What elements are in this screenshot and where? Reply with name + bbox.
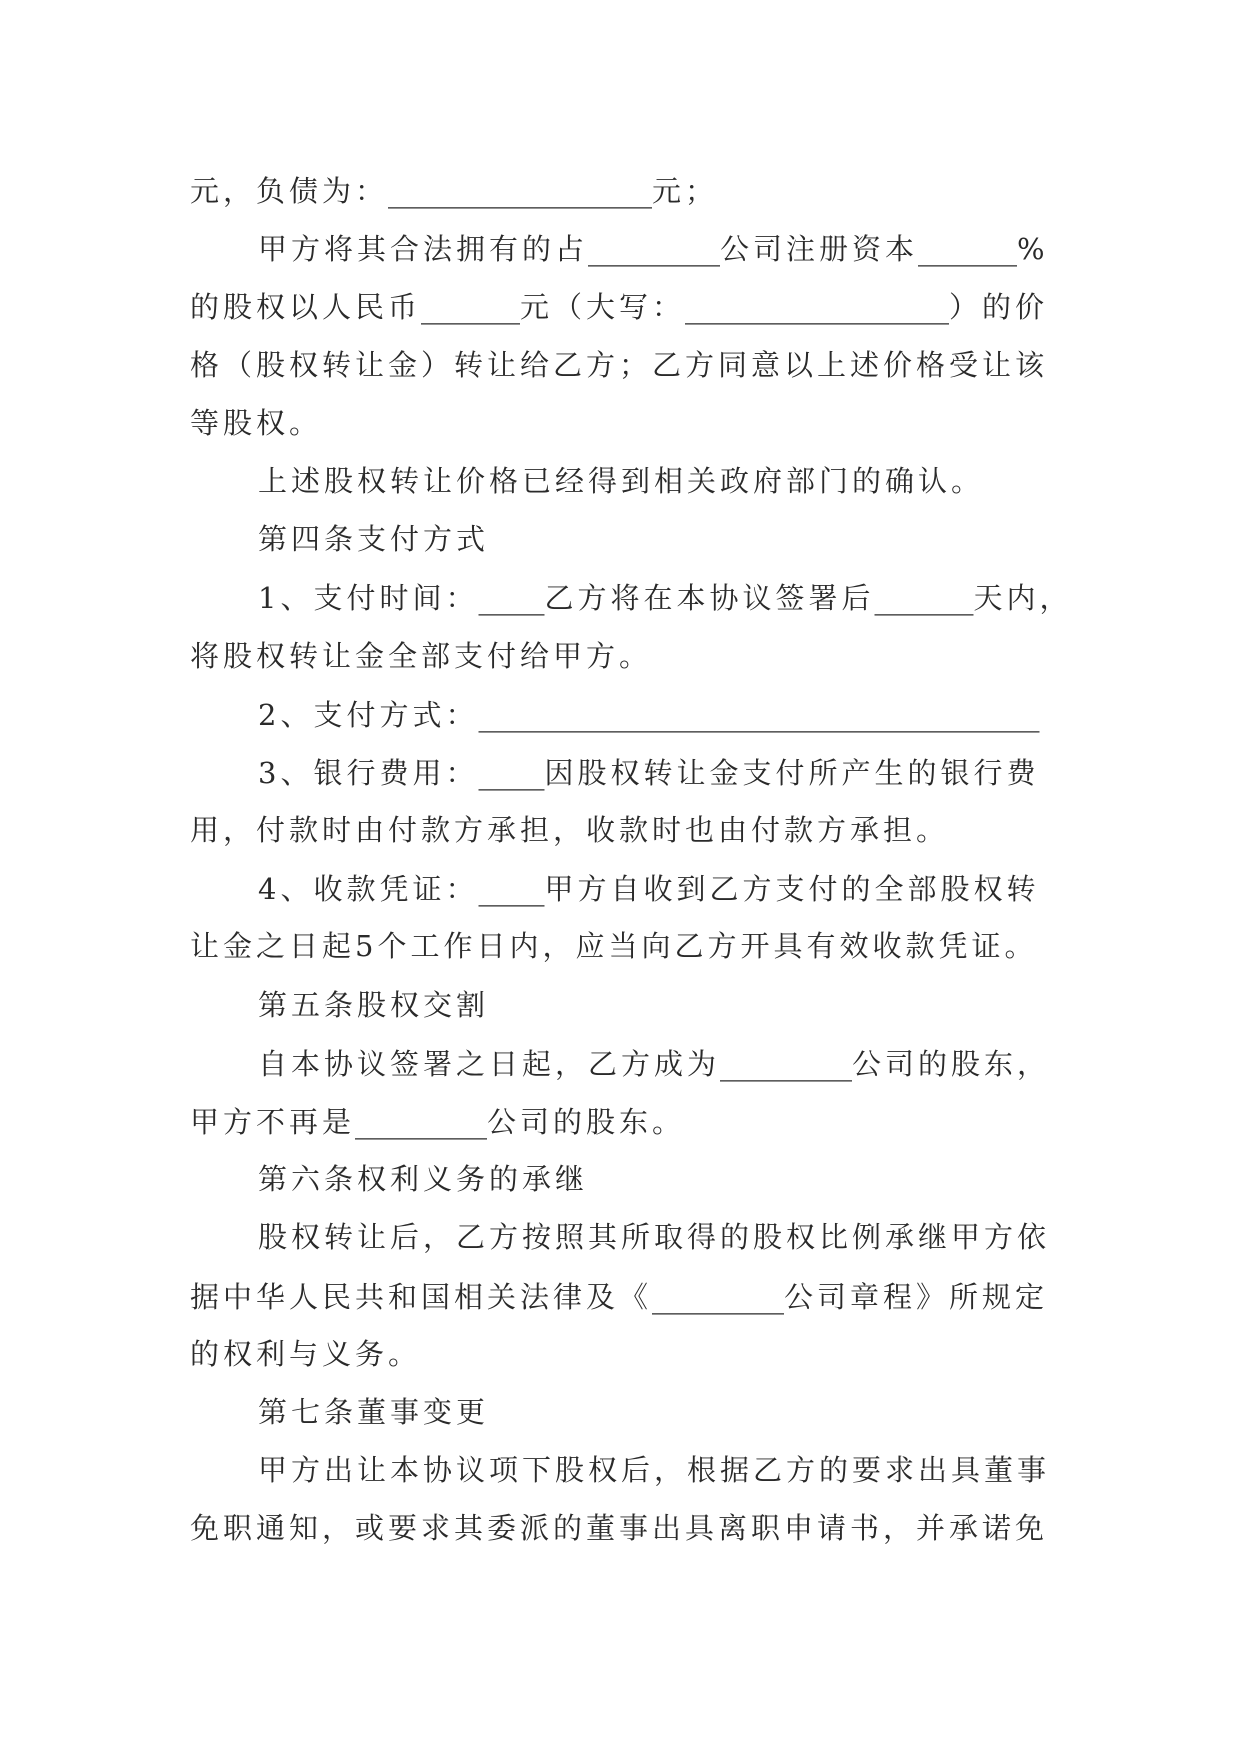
- text-line: 甲方不再是________公司的股东。: [190, 1101, 686, 1140]
- text-line: 的股权以人民币______元（大写：________________）的价: [190, 286, 1049, 326]
- article-4-heading: 第四条支付方式: [258, 522, 490, 557]
- text-line: 用，付款时由付款方承担，收款时也由付款方承担。: [190, 813, 950, 848]
- text-line: 4、收款凭证：____甲方自收到乙方支付的全部股权转: [258, 868, 1040, 908]
- text-line: 元，负债为：________________元；: [190, 170, 719, 209]
- text-line: 3、银行费用：____因股权转让金支付所产生的银行费: [258, 751, 1040, 791]
- text-line: 上述股权转让价格已经得到相关政府部门的确认。: [258, 463, 985, 498]
- text-line: 的权利与义务。: [190, 1336, 422, 1371]
- article-7-heading: 第七条董事变更: [258, 1394, 490, 1429]
- fill-in-blank: ________: [720, 1042, 853, 1082]
- text-line: 自本协议签署之日起，乙方成为________公司的股东，: [258, 1042, 1051, 1082]
- fill-in-blank: ________: [355, 1101, 488, 1140]
- fill-in-blank: ____: [478, 751, 545, 791]
- text-line: 股权转让后，乙方按照其所取得的股权比例承继甲方依: [258, 1220, 1051, 1255]
- fill-in-blank: ________________: [685, 286, 950, 326]
- text-line: 据中华人民共和国相关法律及《________公司章程》所规定: [190, 1275, 1049, 1315]
- text-line: 将股权转让金全部支付给甲方。: [190, 638, 653, 673]
- text-line: 1、支付时间：____乙方将在本协议签署后______天内，: [258, 577, 1073, 617]
- fill-in-blank: ______: [918, 228, 1018, 268]
- text-line: 免职通知，或要求其委派的董事出具离职申请书，并承诺免: [190, 1511, 1049, 1546]
- fill-in-blank: ____: [478, 868, 545, 908]
- fill-in-blank: ____: [478, 577, 545, 617]
- text-line: 2、支付方式：__________________________________: [258, 693, 1040, 733]
- text-line: 等股权。: [190, 405, 323, 440]
- fill-in-blank: ______: [421, 286, 521, 326]
- text-line: 格（股权转让金）转让给乙方；乙方同意以上述价格受让该: [190, 347, 1049, 382]
- fill-in-blank: ________: [588, 228, 721, 268]
- fill-in-blank: __________________________________: [478, 693, 1040, 733]
- article-6-heading: 第六条权利义务的承继: [258, 1162, 589, 1197]
- fill-in-blank: ________: [652, 1275, 785, 1315]
- text-line: 让金之日起5个工作日内，应当向乙方开具有效收款凭证。: [190, 929, 1038, 964]
- fill-in-blank: ______: [874, 577, 974, 617]
- fill-in-blank: ________________: [388, 170, 653, 209]
- text-line: 甲方出让本协议项下股权后，根据乙方的要求出具董事: [258, 1453, 1051, 1488]
- article-5-heading: 第五条股权交割: [258, 987, 490, 1022]
- document-body: [190, 161, 1150, 1558]
- text-line: 甲方将其合法拥有的占________公司注册资本______%: [258, 228, 1049, 268]
